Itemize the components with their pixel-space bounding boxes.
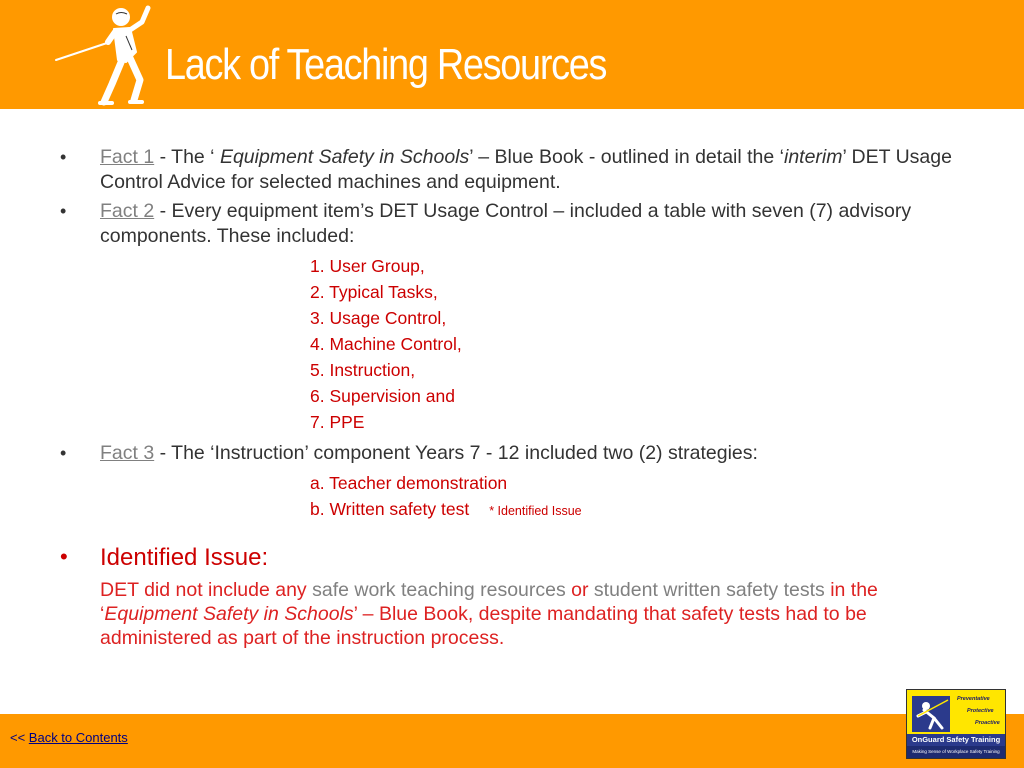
bullet-dot: • <box>60 443 67 463</box>
fact-2-link[interactable]: Fact 2 <box>100 200 155 222</box>
issue-text-part: or <box>571 579 589 601</box>
back-prefix: << <box>10 730 29 745</box>
fact-3-text: - The ‘Instruction’ component Years 7 - 12 included two (2) strategies: <box>154 442 758 464</box>
list-item <box>310 496 976 524</box>
fact-3-link[interactable]: Fact 3 <box>100 442 155 464</box>
fact-1-text-tail: ’ DET Usage Control Advice for selected machines and equipment. <box>100 146 952 193</box>
logo-tagline: Proactive <box>975 720 1000 726</box>
fact-1-text: - The ‘ <box>154 146 220 168</box>
identified-issue-heading: Identified Issue: <box>100 544 269 571</box>
bullet-dot: • <box>60 544 68 569</box>
slide-content <box>56 145 976 650</box>
logo-slogan: Making Sense of Workplace Safety Training <box>907 746 1005 758</box>
strategies-list <box>100 470 976 524</box>
bullet-dot: • <box>60 201 67 221</box>
list-item: 5. Instruction, <box>310 360 416 380</box>
list-item: 3. Usage Control, <box>310 308 447 328</box>
fact-1-link[interactable]: Fact 1 <box>100 146 155 168</box>
bullet-dot: • <box>60 147 67 167</box>
issue-text-part: DET did not include any <box>100 579 307 601</box>
footer-bar <box>0 714 1024 768</box>
logo-name: OnGuard Safety Training <box>907 734 1005 746</box>
list-item: 7. PPE <box>310 412 365 432</box>
list-item: 4. Machine Control, <box>310 334 462 354</box>
onguard-logo-icon <box>906 689 1006 759</box>
fact-2-text: - Every equipment item’s DET Usage Control – included a table with seven (7) advisory components. These included: <box>100 200 912 247</box>
fencer-icon <box>52 2 164 108</box>
list-item-text: b. Written safety test <box>310 499 470 519</box>
identified-issue-tag: * Identified Issue <box>489 504 582 518</box>
issue-text-part: ’ – Blue Book, despite mandating that safety tests had to be administered as part of the instruction process. <box>100 603 867 649</box>
list-item: 6. Supervision and <box>310 386 455 406</box>
logo-tagline: Preventative <box>957 696 990 702</box>
fact-3-bullet <box>56 441 976 524</box>
issue-text-part: in the ‘ <box>100 579 878 625</box>
logo-fencer-icon <box>910 694 952 734</box>
identified-issue-bullet <box>56 542 976 650</box>
identified-issue-text <box>100 578 976 650</box>
list-item: 1. User Group, <box>310 256 425 276</box>
back-to-contents-link[interactable]: Back to Contents <box>28 730 128 745</box>
fact-1-italic-interim: interim <box>783 146 843 168</box>
fact-1-bullet <box>56 145 976 195</box>
advisory-components-list <box>100 253 976 435</box>
logo-tagline: Protective <box>967 708 994 714</box>
issue-text-part: student written safety tests <box>588 579 825 601</box>
list-item: 2. Typical Tasks, <box>310 282 438 302</box>
fact-1-italic-title: Equipment Safety in Schools <box>219 146 470 168</box>
back-navigation <box>10 730 128 745</box>
header-divider <box>0 109 1024 112</box>
fact-2-bullet <box>56 199 976 435</box>
issue-italic-title: Equipment Safety in Schools <box>104 603 354 625</box>
page-title: Lack of Teaching Resources <box>165 40 607 89</box>
list-item: a. Teacher demonstration <box>310 473 508 493</box>
issue-text-part: safe work teaching resources <box>306 579 572 601</box>
fact-1-text-mid: ’ – Blue Book - outlined in detail the ‘ <box>469 146 784 168</box>
